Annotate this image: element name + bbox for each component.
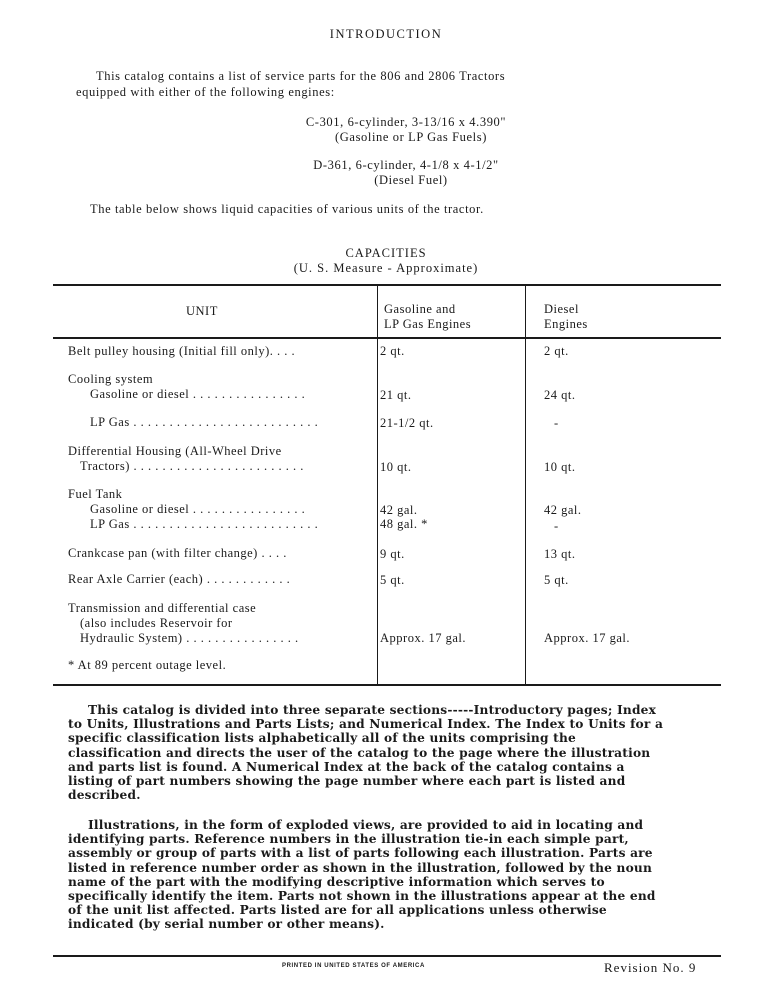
col-header-gas-line2: LP Gas Engines bbox=[384, 317, 472, 331]
intro-text bbox=[76, 68, 676, 100]
row-crank-diesel: 13 qt. bbox=[544, 547, 576, 561]
row-trans-label-1: Transmission and differential case bbox=[68, 601, 257, 615]
row-cooling-lp-label: LP Gas . . . . . . . . . . . . . . . . . . . . . . . . . . bbox=[90, 415, 319, 429]
column-divider-2 bbox=[525, 285, 526, 684]
row-rear-diesel: 5 qt. bbox=[544, 573, 569, 587]
col-header-gas-line1: Gasoline and bbox=[384, 302, 456, 316]
row-rear-gas: 5 qt. bbox=[380, 573, 405, 587]
engine-spec: D-361, 6-cylinder, 4-1/8 x 4-1/2" bbox=[313, 158, 499, 172]
row-fuel-gd-gas: 42 gal. bbox=[380, 503, 418, 517]
paragraph-sections bbox=[68, 703, 664, 802]
row-fuel-label: Fuel Tank bbox=[68, 487, 123, 501]
table-intro: The table below shows liquid capacities of various units of the tractor. bbox=[90, 202, 484, 216]
revision-number: Revision No. 9 bbox=[604, 960, 697, 975]
row-belt-diesel: 2 qt. bbox=[544, 344, 569, 358]
row-trans-gas: Approx. 17 gal. bbox=[380, 631, 466, 645]
paragraph-1: This catalog is divided into three separate sections-----Introductory pages; Index to Units, Illustrations and Parts Lists; and Numerical Index. The Index to Units for a specific classification lists alphabetically all of the units comprising the classification and directs the user of the catalog to the page where the illustration and parts list is found. A Numerical Index at the back of the catalog contains a listing of part numbers showing the page number where each part is listed and described. bbox=[68, 703, 664, 803]
row-cooling-lp-diesel: - bbox=[554, 416, 559, 430]
paragraph-illustrations bbox=[68, 818, 664, 932]
capacities-heading bbox=[0, 246, 772, 276]
engine-c301 bbox=[0, 115, 772, 145]
col-header-unit: UNIT bbox=[186, 304, 218, 318]
row-cooling-label: Cooling system bbox=[68, 372, 154, 386]
row-trans-label-3: Hydraulic System) . . . . . . . . . . . . . . . . bbox=[80, 631, 299, 645]
col-header-diesel-line2: Engines bbox=[544, 317, 588, 331]
engine-spec: C-301, 6-cylinder, 3-13/16 x 4.390" bbox=[305, 115, 507, 129]
column-divider-1 bbox=[377, 285, 378, 684]
row-belt-label: Belt pulley housing (Initial fill only). . . . bbox=[68, 344, 296, 358]
row-belt-gas: 2 qt. bbox=[380, 344, 405, 358]
intro-line-1: This catalog contains a list of service parts for the 806 and 2806 Tractors bbox=[96, 69, 506, 83]
row-cooling-gd-gas: 21 qt. bbox=[380, 388, 412, 402]
row-trans-label-2: (also includes Reservoir for bbox=[80, 616, 233, 630]
row-diff-label-2: Tractors) . . . . . . . . . . . . . . . . . . . . . . . . bbox=[80, 459, 304, 473]
row-cooling-gd-label: Gasoline or diesel . . . . . . . . . . . . . . . . bbox=[90, 387, 306, 401]
engine-fuel: (Diesel Fuel) bbox=[374, 173, 448, 187]
row-fuel-lp-label: LP Gas . . . . . . . . . . . . . . . . . . . . . . . . . . bbox=[90, 517, 319, 531]
row-crank-label: Crankcase pan (with filter change) . . . . bbox=[68, 546, 287, 560]
page-title: INTRODUCTION bbox=[329, 27, 443, 41]
row-fuel-lp-gas: 48 gal. * bbox=[380, 517, 428, 531]
table-header-rule bbox=[53, 337, 721, 339]
row-diff-label-1: Differential Housing (All-Wheel Drive bbox=[68, 444, 282, 458]
row-trans-diesel: Approx. 17 gal. bbox=[544, 631, 630, 645]
printed-in-usa: PRINTED IN UNITED STATES OF AMERICA bbox=[282, 963, 425, 969]
row-fuel-gd-label: Gasoline or diesel . . . . . . . . . . . . . . . . bbox=[90, 502, 306, 516]
row-crank-gas: 9 qt. bbox=[380, 547, 405, 561]
row-fuel-gd-diesel: 42 gal. bbox=[544, 503, 582, 517]
row-rear-label: Rear Axle Carrier (each) . . . . . . . . . . . . bbox=[68, 572, 291, 586]
col-header-gas bbox=[384, 302, 471, 332]
table-top-rule bbox=[53, 284, 721, 286]
intro-line-2: equipped with either of the following engines: bbox=[76, 85, 335, 99]
row-cooling-lp-gas: 21-1/2 qt. bbox=[380, 416, 434, 430]
row-cooling-gd-diesel: 24 qt. bbox=[544, 388, 576, 402]
table-footnote: * At 89 percent outage level. bbox=[68, 658, 227, 672]
paragraph-2: Illustrations, in the form of exploded views, are provided to aid in locating and identifying parts. Reference numbers in the illustration tie-in each simple part, assembly or group of parts with a list of parts following each illustration. Parts are listed in reference number order as shown in the illustration, followed by the noun name of the part with the modifying descriptive information which serves to specifically identify the item. Parts not shown in the illustrations appear at the end of the unit list affected. Parts listed are for all applications unless otherwise indicated (by serial number or other means). bbox=[68, 818, 656, 932]
col-header-diesel bbox=[544, 302, 588, 332]
row-diff-gas: 10 qt. bbox=[380, 460, 412, 474]
table-bottom-rule bbox=[53, 684, 721, 686]
col-header-diesel-line1: Diesel bbox=[544, 302, 579, 316]
engine-fuel: (Gasoline or LP Gas Fuels) bbox=[335, 130, 487, 144]
row-fuel-lp-diesel: - bbox=[554, 519, 559, 533]
footer-rule bbox=[53, 955, 721, 957]
row-diff-diesel: 10 qt. bbox=[544, 460, 576, 474]
capacities-subtitle: (U. S. Measure - Approximate) bbox=[293, 261, 479, 275]
capacities-title: CAPACITIES bbox=[345, 246, 427, 260]
engine-d361 bbox=[0, 158, 772, 188]
